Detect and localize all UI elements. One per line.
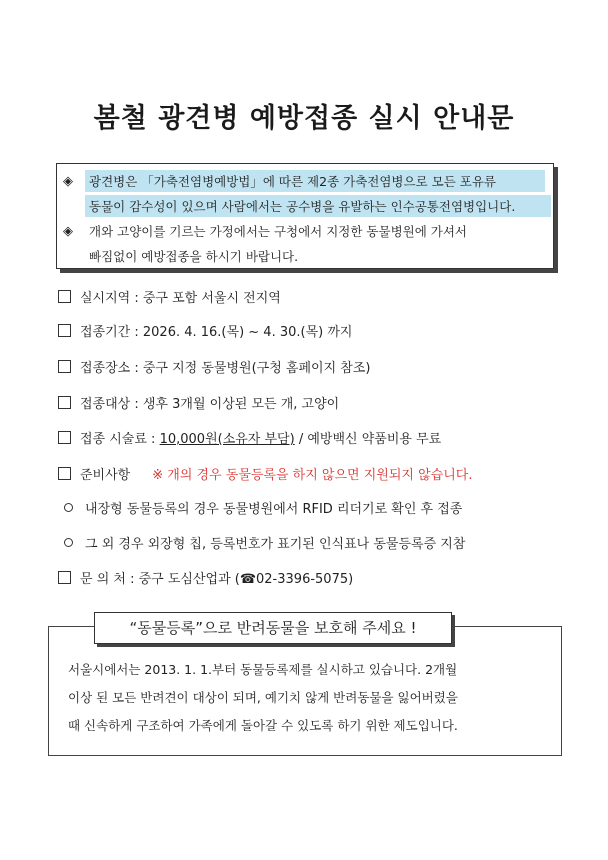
detail-text: 문 의 처 : 중구 도심산업과 (☎02-3396-5075) (80, 572, 354, 587)
checkbox-icon (58, 360, 71, 373)
fee-value: 10,000원(소유자 부담) (159, 432, 295, 447)
sub-text: 내장형 동물등록의 경우 동물병원에서 RFID 리더기로 확인 후 접종 (85, 502, 463, 517)
prep-label: 준비사항 (80, 468, 131, 483)
registration-heading: “동물등록”으로 반려동물을 보호해 주세요 ! (94, 612, 452, 644)
fee-rest: / 예방백신 약품비용 무료 (294, 432, 442, 447)
detail-region (58, 290, 281, 308)
detail-place (58, 360, 370, 378)
prep-warning: ※ 개의 경우 동물등록을 하지 않으면 지원되지 않습니다. (152, 468, 473, 483)
detail-target (58, 396, 339, 414)
registration-text: 때 신속하게 구조하여 가족에게 돌아갈 수 있도록 하기 위한 제도입니다. (68, 718, 458, 733)
diamond-bullet-icon: ◈ (63, 224, 73, 239)
notice-text: 개와 고양이를 기르는 가정에서는 구청에서 지정한 동물병원에 가셔서 (89, 224, 467, 239)
detail-prep (58, 467, 472, 485)
notice-box (56, 163, 554, 269)
detail-text: 접종대상 : 생후 3개월 이상된 모든 개, 고양이 (80, 397, 340, 412)
circle-bullet-icon (64, 503, 73, 512)
detail-text: 접종장소 : 중구 지정 동물병원(구청 홈페이지 참조) (80, 361, 371, 376)
fee-label: 접종 시술료 : (80, 432, 160, 447)
prep-sub-item (64, 501, 462, 519)
sub-text: 그 외 경우 외장형 칩, 등록번호가 표기된 인식표나 동물등록증 지참 (85, 537, 466, 552)
registration-text: 이상 된 모든 반려견이 대상이 되며, 예기치 않게 반려동물을 잃어버렸을 (68, 690, 458, 705)
checkbox-icon (58, 571, 71, 584)
notice-text: 광견병은 「가축전염병예방법」에 따른 제2종 가축전염병으로 모든 포유류 (89, 174, 496, 189)
prep-sub-item (64, 536, 465, 554)
checkbox-icon (58, 290, 71, 303)
notice-text: 동물이 감수성이 있으며 사람에서는 공수병을 유발하는 인수공통전염병입니다. (89, 199, 516, 214)
diamond-bullet-icon: ◈ (63, 174, 73, 189)
checkbox-icon (58, 396, 71, 409)
detail-contact (58, 571, 353, 589)
detail-fee (58, 431, 441, 449)
registration-text: 서울시에서는 2013. 1. 1.부터 동물등록제를 실시하고 있습니다. 2개월 (68, 662, 458, 677)
checkbox-icon (58, 431, 71, 444)
detail-period (58, 324, 352, 342)
notice-text: 빠짐없이 예방접종을 하시기 바랍니다. (89, 249, 299, 264)
detail-text: 실시지역 : 중구 포함 서울시 전지역 (80, 291, 281, 306)
checkbox-icon (58, 467, 71, 480)
checkbox-icon (58, 324, 71, 337)
circle-bullet-icon (64, 538, 73, 547)
detail-text: 접종기간 : 2026. 4. 16.(목) ~ 4. 30.(목) 까지 (80, 325, 353, 340)
page-title: 봄철 광견병 예방접종 실시 안내문 (93, 103, 515, 134)
